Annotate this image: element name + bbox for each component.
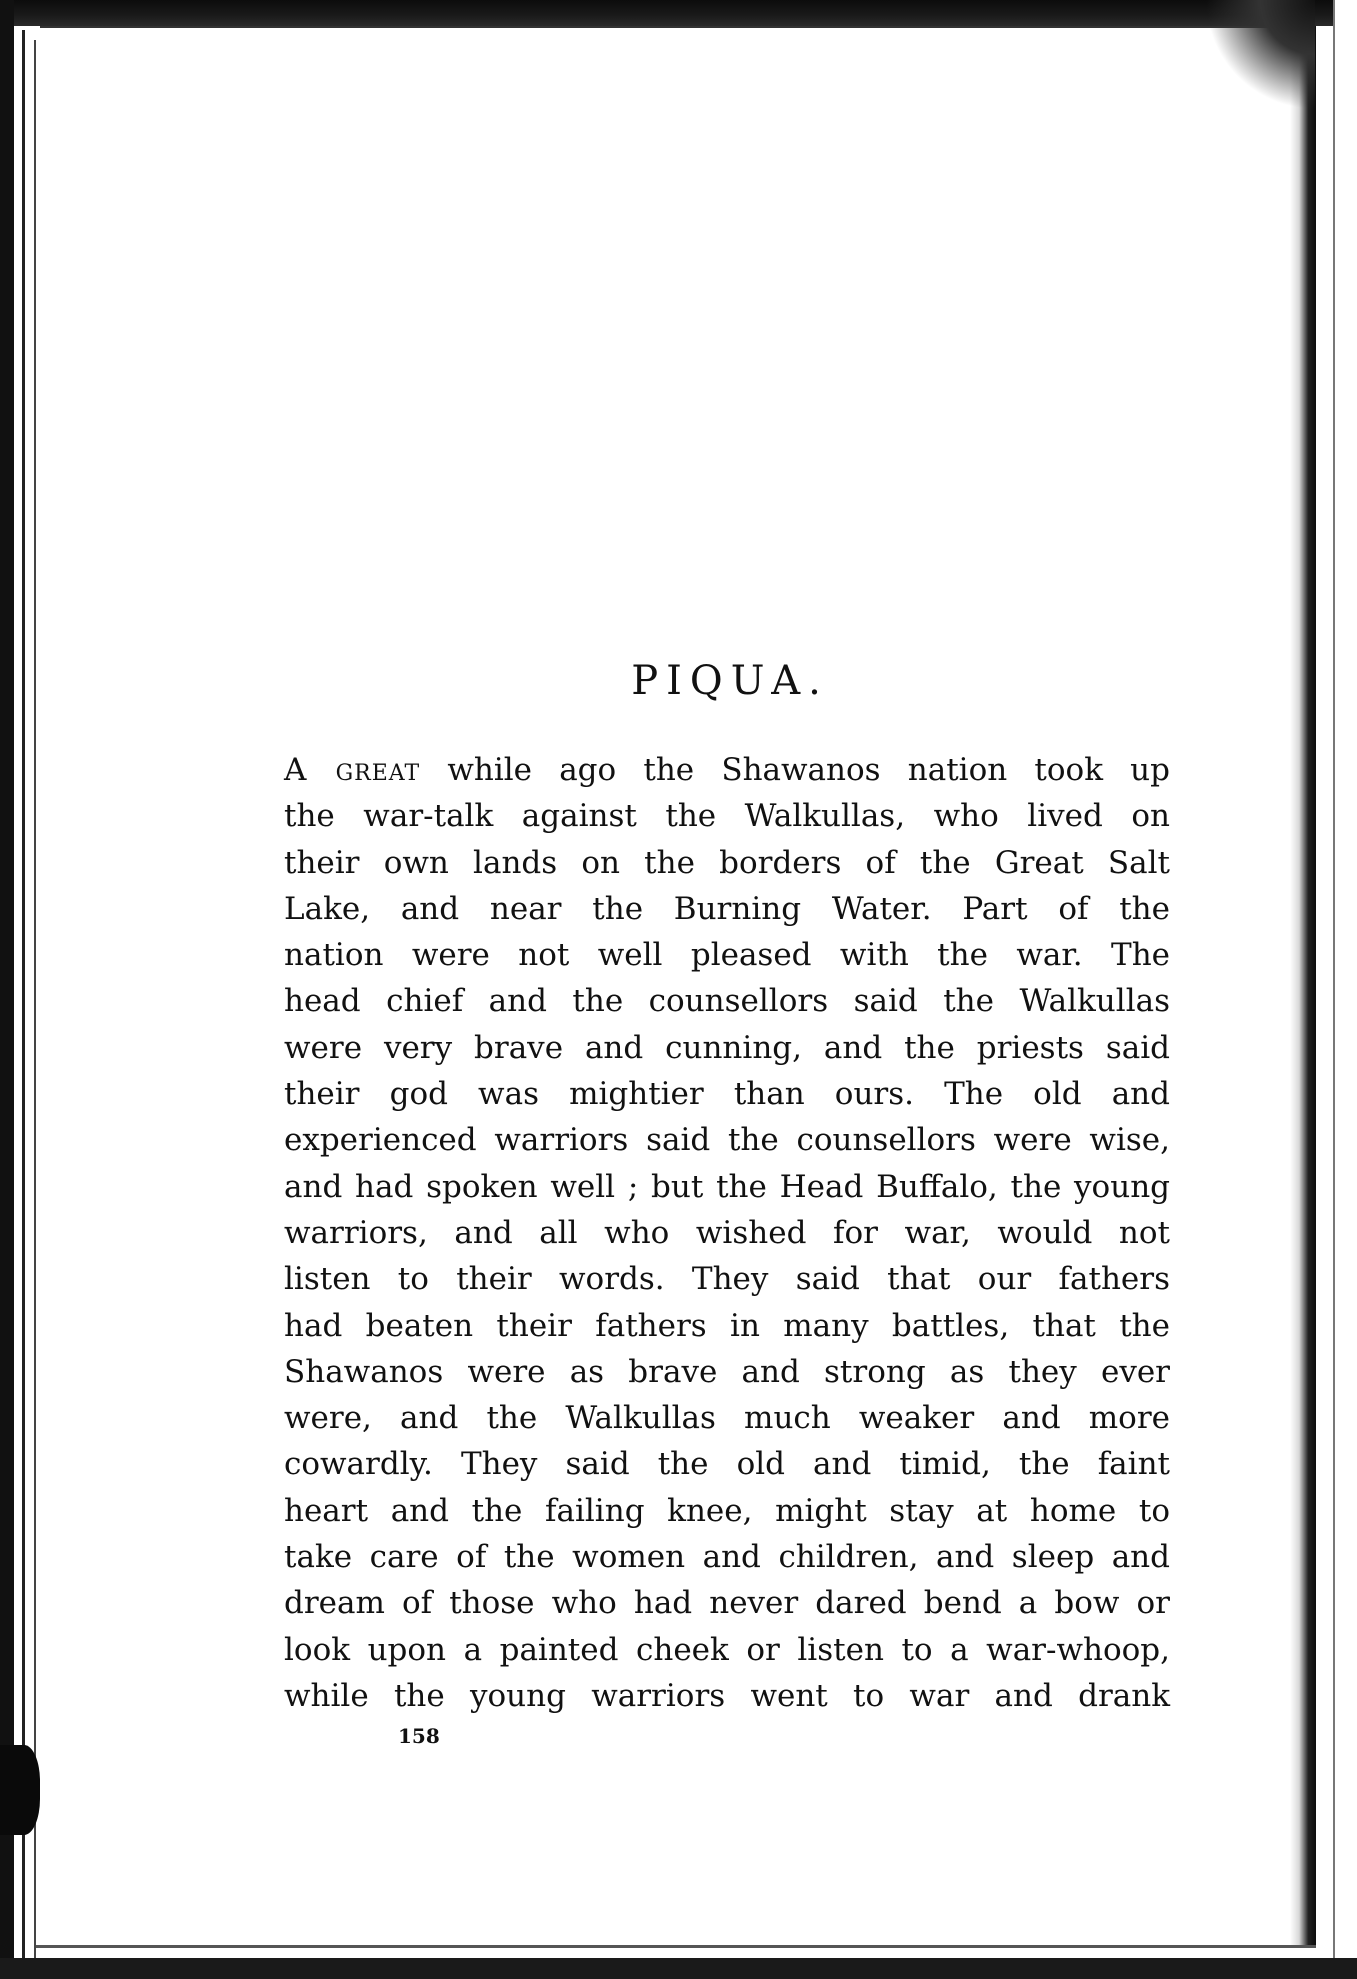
scan-top-border bbox=[0, 0, 1357, 26]
text-line: Lake, and near the Burning Water. Part of the bbox=[284, 890, 1170, 927]
text-line: the war-talk against the Walkullas, who lived on bbox=[284, 798, 1170, 835]
text-line-rest: while ago the Shawanos nation took up bbox=[420, 752, 1170, 788]
scan-left-rule bbox=[22, 30, 25, 1970]
scan-bottom-border bbox=[0, 1958, 1357, 1979]
text-line: were, and the Walkullas much weaker and more bbox=[284, 1400, 1170, 1437]
scan-bottom-rule bbox=[36, 1945, 1316, 1948]
text-line: look upon a painted cheek or listen to a war-whoop, bbox=[284, 1631, 1170, 1668]
scan-corner-shadow bbox=[1205, 0, 1315, 110]
text-line: dream of those who had never dared bend a bow or bbox=[284, 1585, 1170, 1622]
chapter-title: PIQUA. bbox=[631, 658, 829, 704]
scan-right-border bbox=[1333, 0, 1357, 1979]
text-line: nation were not well pleased with the war. The bbox=[284, 937, 1170, 974]
scan-top-hairline bbox=[40, 26, 1270, 28]
text-line: take care of the women and children, and sleep and bbox=[284, 1539, 1170, 1576]
text-line: experienced warriors said the counsellors were wise, bbox=[284, 1122, 1170, 1159]
text-line: were very brave and cunning, and the priests said bbox=[284, 1029, 1170, 1066]
text-line: warriors, and all who wished for war, would not bbox=[284, 1214, 1170, 1251]
body-paragraph bbox=[284, 747, 1170, 1719]
text-line: and had spoken well ; but the Head Buffalo, the young bbox=[284, 1168, 1170, 1205]
scan-left-border bbox=[0, 0, 14, 1979]
text-line bbox=[284, 747, 1170, 793]
text-line: while the young warriors went to war and drank bbox=[284, 1677, 1170, 1714]
text-line: cowardly. They said the old and timid, the faint bbox=[284, 1446, 1170, 1483]
text-line: heart and the failing knee, might stay at home to bbox=[284, 1492, 1170, 1529]
text-line: their own lands on the borders of the Great Salt bbox=[284, 844, 1170, 881]
text-line: Shawanos were as brave and strong as they ever bbox=[284, 1353, 1170, 1390]
text-line: their god was mightier than ours. The old and bbox=[284, 1076, 1170, 1113]
scan-left-blot bbox=[0, 1745, 40, 1835]
text-line: had beaten their fathers in many battles, that the bbox=[284, 1307, 1170, 1344]
page-number: 158 bbox=[398, 1724, 440, 1748]
text-line: head chief and the counsellors said the Walkullas bbox=[284, 983, 1170, 1020]
scan-left-rule-inner bbox=[34, 40, 36, 1960]
lead-small-caps: A great bbox=[284, 752, 421, 788]
text-line: listen to their words. They said that our fathers bbox=[284, 1261, 1170, 1298]
scan-right-shadow bbox=[1290, 26, 1316, 1946]
